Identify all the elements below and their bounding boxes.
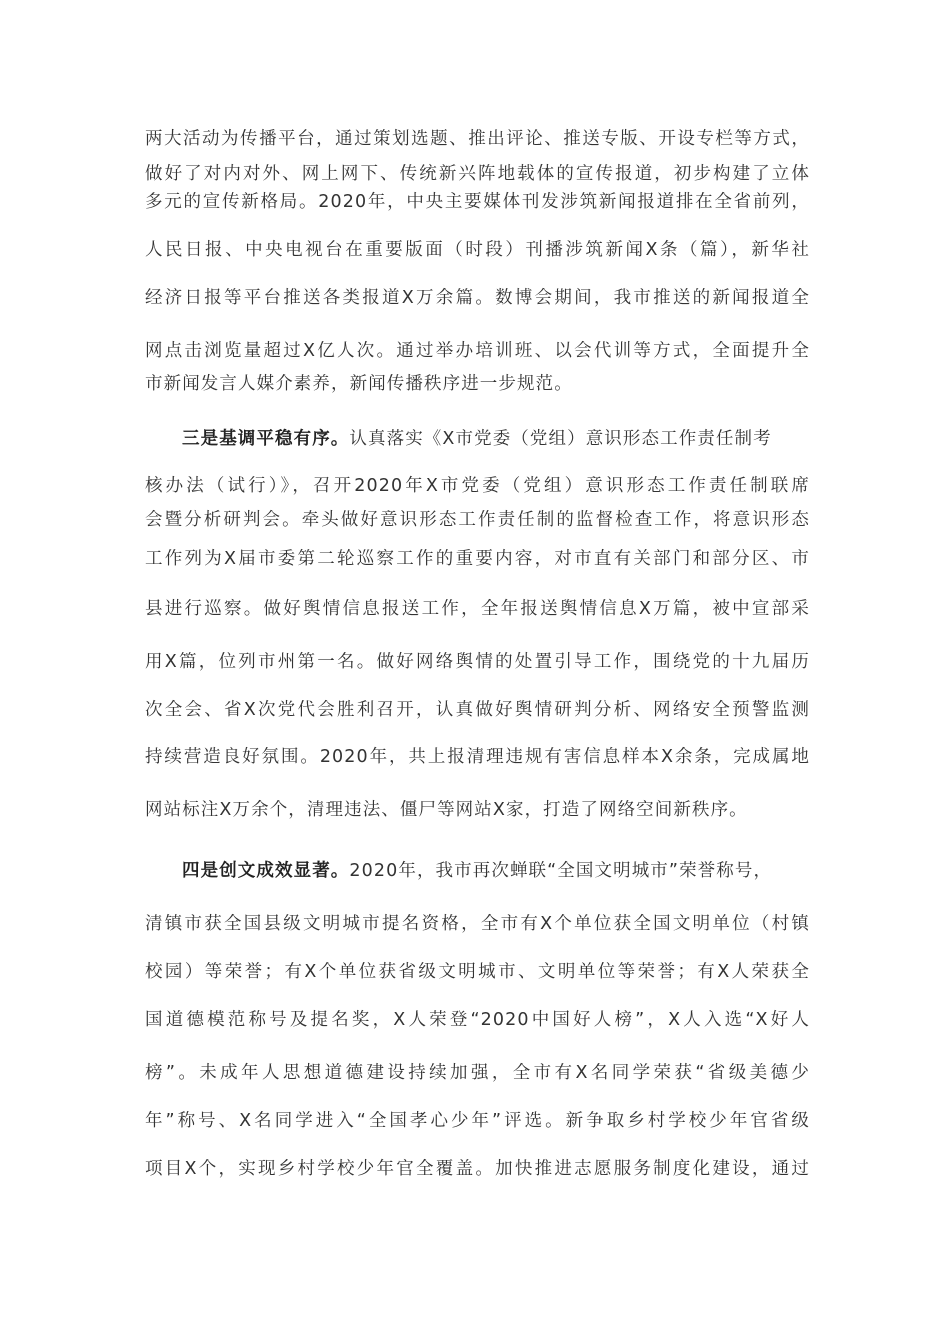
text-line: 核办法（试行）》，召开2020年X市党委（党组）意识形态工作责任制联席 xyxy=(145,476,810,496)
text-line: 经济日报等平台推送各类报道X万余篇。数博会期间，我市推送的新闻报道全 xyxy=(145,288,810,308)
text-line: 市新闻发言人媒介素养，新闻传播秩序进一步规范。 xyxy=(145,374,573,394)
text-line: 项目X个，实现乡村学校少年官全覆盖。加快推进志愿服务制度化建设，通过 xyxy=(145,1159,810,1179)
text-line: 两大活动为传播平台，通过策划选题、推出评论、推送专版、开设专栏等方式， xyxy=(145,129,810,149)
text-line: 榜”。未成年人思想道德建设持续加强，全市有X名同学荣获“省级美德少 xyxy=(145,1063,810,1083)
text-line: 国道德模范称号及提名奖，X人荣登“2020中国好人榜”，X人入选“X好人 xyxy=(145,1010,810,1030)
text-line: 人民日报、中央电视台在重要版面（时段）刊播涉筑新闻X条（篇），新华社 xyxy=(145,240,810,260)
text-line: 多元的宣传新格局。2020年，中央主要媒体刊发涉筑新闻报道排在全省前列， xyxy=(145,192,810,212)
paragraph-lead: 三是基调平稳有序。 xyxy=(182,429,350,449)
text-line: 次全会、省X次党代会胜利召开，认真做好舆情研判分析、网络安全预警监测 xyxy=(145,700,810,720)
text-line: 年”称号、X名同学进入“全国孝心少年”评选。新争取乡村学校少年官省级 xyxy=(145,1111,810,1131)
text-line: 网站标注X万余个，清理违法、僵尸等网站X家，打造了网络空间新秩序。 xyxy=(145,800,748,820)
text-line: 县进行巡察。做好舆情信息报送工作，全年报送舆情信息X万篇，被中宣部采 xyxy=(145,599,810,619)
text-line: 做好了对内对外、网上网下、传统新兴阵地载体的宣传报道，初步构建了立体 xyxy=(145,164,810,184)
text-line: 网点击浏览量超过X亿人次。通过举办培训班、以会代训等方式，全面提升全 xyxy=(145,341,810,361)
text-line: 会暨分析研判会。牵头做好意识形态工作责任制的监督检查工作，将意识形态 xyxy=(145,510,810,530)
paragraph-first-line xyxy=(182,427,810,451)
text-line: 持续营造良好氛围。2020年，共上报清理违规有害信息样本X余条，完成属地 xyxy=(145,747,810,767)
text-line: 工作列为X届市委第二轮巡察工作的重要内容，对市直有关部门和部分区、市 xyxy=(145,549,810,569)
paragraph-lead: 四是创文成效显著。 xyxy=(182,861,350,881)
paragraph-first-line xyxy=(182,859,810,883)
text-line: 校园）等荣誉；有X个单位获省级文明城市、文明单位等荣誉；有X人荣获全 xyxy=(145,962,810,982)
text-run: 认真落实《X市党委（党组）意识形态工作责任制考 xyxy=(349,429,772,449)
text-line: 用X篇，位列市州第一名。做好网络舆情的处置引导工作，围绕党的十九届历 xyxy=(145,652,810,672)
text-run: 2020年，我市再次蝉联“全国文明城市”荣誉称号， xyxy=(349,861,773,881)
text-line: 清镇市获全国县级文明城市提名资格，全市有X个单位获全国文明单位（村镇 xyxy=(145,914,810,934)
